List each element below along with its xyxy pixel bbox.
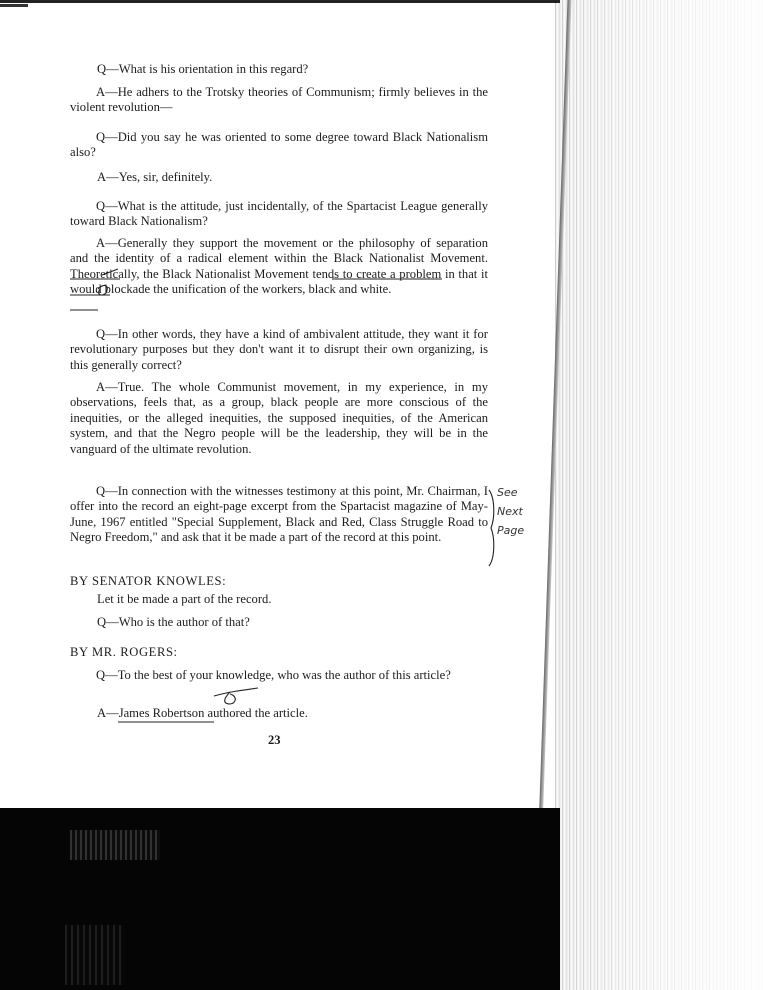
question-spartacist-attitude: Q—What is the attitude, just incidentally, of the Spartacist League generally toward Black Nationalism? <box>70 199 488 229</box>
margin-note-line-2: Next <box>497 505 523 518</box>
handwritten-underlines <box>70 255 490 315</box>
answer-trotsky: A—He adhers to the Trotsky theories of Communism; firmly believes in the violent revolution— <box>70 85 488 115</box>
answer-james-robertson: A—James Robertson authored the article. <box>97 706 308 720</box>
scan-noise <box>70 830 160 860</box>
handwritten-bracket <box>487 488 497 568</box>
question-author: Q—Who is the author of that? <box>97 615 250 629</box>
speaker-senator-knowles: BY SENATOR KNOWLES: <box>70 574 227 588</box>
page-number: 23 <box>268 733 281 747</box>
top-edge-rule <box>0 0 560 3</box>
answer-definitely: A—Yes, sir, definitely. <box>97 170 213 184</box>
gutter-fade <box>555 0 763 990</box>
speaker-mr-rogers: BY MR. ROGERS: <box>70 645 178 659</box>
answer-support-movement: A—Generally they support the movement or the philosophy of separation and the identity of a radical element within the Black Nationalist Movement. Theoretically, the Black Nationalist Movement tends to create a problem in that it would blockade the unification of the workers, black and white. <box>70 236 488 297</box>
question-ambivalent-attitude: Q—In other words, they have a kind of ambivalent attitude, they want it for revolutionary purposes but they don't want it to disrupt their own organizing, is this generally correct? <box>70 327 488 372</box>
handwritten-underline-robertson <box>118 686 268 726</box>
question-orientation: Q—What is his orientation in this regard? <box>97 62 309 76</box>
margin-note-line-1: See <box>497 486 518 499</box>
question-offer-record: Q—In connection with the witnesses testimony at this point, Mr. Chairman, I offer into the record an eight-page excerpt from the Spartacist magazine of May-June, 1967 entitled "Special Supplement, Black and Red, Class Struggle Road to Negro Freedom," and ask that it be made a part of the record at this point. <box>70 484 488 545</box>
answer-communist-movement: A—True. The whole Communist movement, in my experience, in my observations, feels that, as a group, black people are more conscious of the inequities, or the alleged inequities, the supposed inequities, of the American system, and that the Negro people will be the leadership, they will be in the vanguard of the ultimate revolution. <box>70 380 488 456</box>
margin-note-line-3: Page <box>497 524 525 537</box>
question-black-nationalism: Q—Did you say he was oriented to some degree toward Black Nationalism also? <box>70 130 488 160</box>
top-edge-mark <box>0 4 28 7</box>
statement-made-part-of-record: Let it be made a part of the record. <box>97 592 272 606</box>
scan-noise-lower <box>65 925 125 985</box>
question-best-knowledge: Q—To the best of your knowledge, who was the author of this article? <box>96 668 451 682</box>
